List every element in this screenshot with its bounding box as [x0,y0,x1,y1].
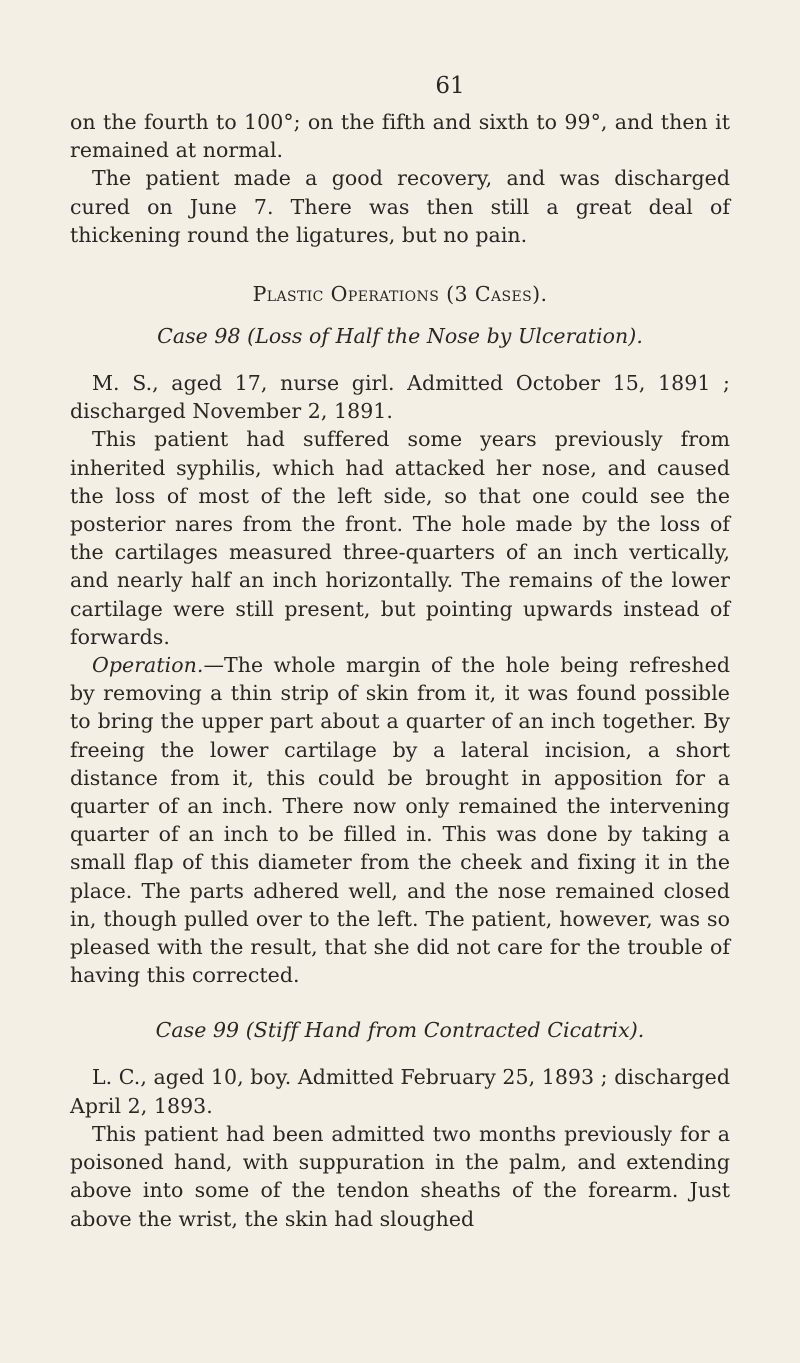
paragraph-continued: on the fourth to 100°; on the fifth and sixth to 99°, and then it remained at normal. [70,110,730,163]
case-99-heading: Case 99 (Stiff Hand from Contracted Cicatrix). [155,1018,645,1043]
section-heading: Plastic Operations (3 Cases). [252,282,548,307]
case-98-operation [70,651,730,989]
case-99-history: This patient had been admitted two months previously for a poisoned hand, with suppuration in the palm, and extending above into some of the tendon sheaths of the forearm. Just above the wrist, the skin had sloughed [70,1121,730,1231]
case-98-history: This patient had suffered some years previously from inherited syphilis, which had attacked her nose, and caused the loss of most of the left side, so that one could see the posterior nares from the front. The hole made by the loss of the cartilages measured three-quarters of an inch vertically, and nearly half an inch horizontally. The remains of the lower cartilage were still present, but pointing upwards instead of forwards. [70,427,730,649]
page-number: 61 [435,73,465,99]
operation-label: Operation. [92,653,204,678]
case-99-admission: L. C., aged 10, boy. Admitted February 25, 1893 ; discharged April 2, 1893. [70,1065,730,1118]
operation-text: —The whole margin of the hole being refreshed by removing a thin strip of skin from it, it was found possible to bring the upper part about a quarter of an inch together. By freeing the lower cartilage by a lateral incision, a short distance from it, this could be brought in apposition for a quarter of an inch. There now only remained the intervening quarter of an inch to be filled in. This was done by taking a small flap of this diameter from the cheek and fixing it in the place. The parts adhered well, and the nose remained closed in, though pulled over to the left. The patient, however, was so pleased with the result, that she did not care for the trouble of having this corrected. [70,653,730,988]
case-98-admission: M. S., aged 17, nurse girl. Admitted October 15, 1891 ; discharged November 2, 1891. [70,371,730,424]
case-98-heading: Case 98 (Loss of Half the Nose by Ulceration). [157,324,643,349]
page-body [70,108,730,1233]
paragraph-recovery: The patient made a good recovery, and was discharged cured on June 7. There was then still a great deal of thickening round the ligatures, but no pain. [70,166,730,247]
